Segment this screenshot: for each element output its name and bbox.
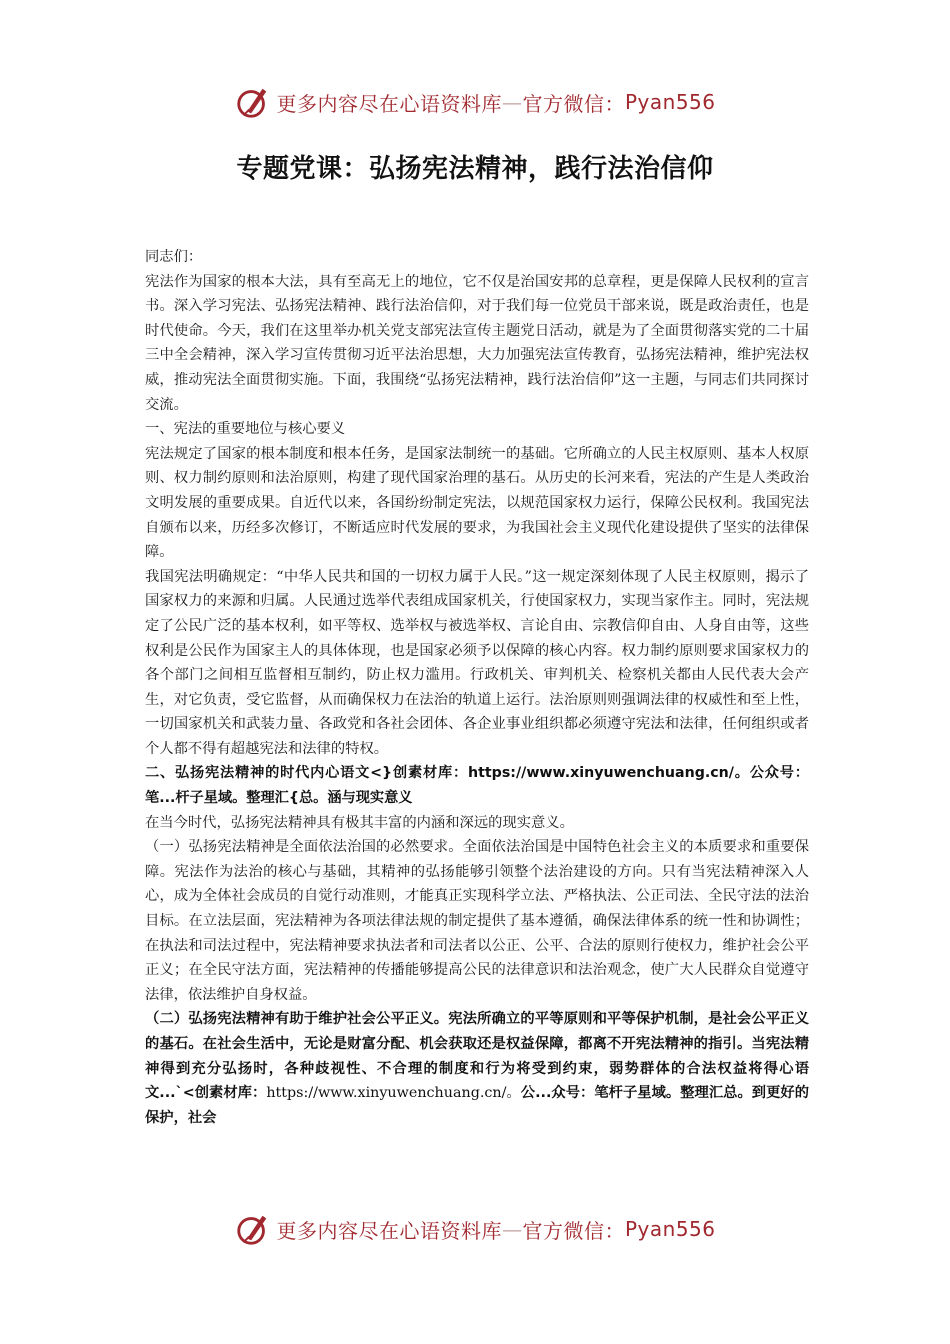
footer-watermark xyxy=(0,1209,950,1249)
watermark-separator: — xyxy=(501,90,523,114)
paragraph-text-continued: 公...众号：笔杆子星域。整理汇总。到更好的保护，社会 xyxy=(145,1085,809,1126)
section-heading: 二、弘扬宪法精神的时代内心语文<}创素材库：https://www.xinyuwenchuang.cn/。公众号：笔...杆子星域。整理汇{总。涵与现实意义 xyxy=(145,765,809,807)
section-heading: 一、宪法的重要地位与核心要义 xyxy=(145,421,346,438)
paragraph-url: https://www.xinyuwenchuang.cn/。 xyxy=(266,1085,521,1102)
quill-logo-icon xyxy=(234,83,272,121)
greeting: 同志们： xyxy=(145,249,203,265)
watermark-official: 官方微信： xyxy=(522,91,625,116)
watermark-wechat-id: Pyan556 xyxy=(624,90,716,114)
watermark-wechat-id: Pyan556 xyxy=(624,1217,716,1241)
watermark-official: 官方微信： xyxy=(522,1218,625,1243)
watermark-text: 更多内容尽在心语资料库 xyxy=(276,1218,502,1243)
paragraph xyxy=(145,1007,809,1130)
paragraph-text: （二）弘扬宪法精神有助于维护社会公平正义。宪法所确立的平等原则和平等保护机制，是社会公平正义的基石。在社会生活中，无论是财富分配、机会获取还是权益保障，都离不开宪法精神的指引。当宪法精神得到充分弘扬时，各种歧视性、不合理的制度和行为将受到约束，弱势群体的合法权益将得心语文...`<创素材库： xyxy=(145,1011,809,1102)
paragraph: 宪法规定了国家的根本制度和根本任务，是国家法制统一的基础。它所确立的人民主权原则、基本人权原则、权力制约原则和法治原则，构建了现代国家治理的基石。从历史的长河来看，宪法的产生是人类政治文明发展的重要成果。自近代以来，各国纷纷制定宪法，以规范国家权力运行，保障公民权利。我国宪法自颁布以来，历经多次修订，不断适应时代发展的要求，为我国社会主义现代化建设提供了坚实的法律保障。 xyxy=(145,445,809,561)
watermark-separator: — xyxy=(501,1217,523,1241)
quill-logo-icon xyxy=(234,1210,272,1248)
header-watermark xyxy=(0,82,950,122)
paragraph: 宪法作为国家的根本大法，具有至高无上的地位，它不仅是治国安邦的总章程，更是保障人民权利的宣言书。深入学习宪法、弘扬宪法精神、践行法治信仰，对于我们每一位党员干部来说，既是政治责任，也是时代使命。今天，我们在这里举办机关党支部宪法宣传主题党日活动，就是为了全面贯彻落实党的二十届三中全会精神，深入学习宣传贯彻习近平法治思想，大力加强宪法宣传教育，弘扬宪法精神，维护宪法权威，推动宪法全面贯彻实施。下面，我围绕“弘扬宪法精神，践行法治信仰”这一主题，与同志们共同探讨交流。 xyxy=(145,273,809,413)
watermark-text: 更多内容尽在心语资料库 xyxy=(276,91,502,116)
document-body xyxy=(145,245,809,1130)
document-title: 专题党课：弘扬宪法精神，践行法治信仰 xyxy=(236,154,714,184)
paragraph: （一）弘扬宪法精神是全面依法治国的必然要求。全面依法治国是中国特色社会主义的本质要求和重要保障。宪法作为法治的核心与基础，其精神的弘扬能够引领整个法治建设的方向。只有当宪法精神深入人心，成为全体社会成员的自觉行动准则，才能真正实现科学立法、严格执法、公正司法、全民守法的法治目标。在立法层面，宪法精神为各项法律法规的制定提供了基本遵循，确保法律体系的统一性和协调性；在执法和司法过程中，宪法精神要求执法者和司法者以公正、公平、合法的原则行使权力，维护社会公平正义；在全民守法方面，宪法精神的传播能够提高公民的法律意识和法治观念，使广大人民群众自觉遵守法律，依法维护自身权益。 xyxy=(145,839,809,1003)
paragraph: 我国宪法明确规定：“中华人民共和国的一切权力属于人民。”这一规定深刻体现了人民主权原则，揭示了国家权力的来源和归属。人民通过选举代表组成国家机关，行使国家权力，实现当家作主。同时，宪法规定了公民广泛的基本权利，如平等权、选举权与被选举权、言论自由、宗教信仰自由、人身自由等，这些权利是公民作为国家主人的具体体现，也是国家必须予以保障的核心内容。权力制约原则要求国家权力的各个部门之间相互监督相互制约，防止权力滥用。行政机关、审判机关、检察机关都由人民代表大会产生，对它负责，受它监督，从而确保权力在法治的轨道上运行。法治原则则强调法律的权威性和至上性，一切国家机关和武装力量、各政党和各社会团体、各企业事业组织都必须遵守宪法和法律，任何组织或者个人都不得有超越宪法和法律的特权。 xyxy=(145,568,809,757)
paragraph: 在当今时代，弘扬宪法精神具有极其丰富的内涵和深远的现实意义。 xyxy=(145,814,574,831)
